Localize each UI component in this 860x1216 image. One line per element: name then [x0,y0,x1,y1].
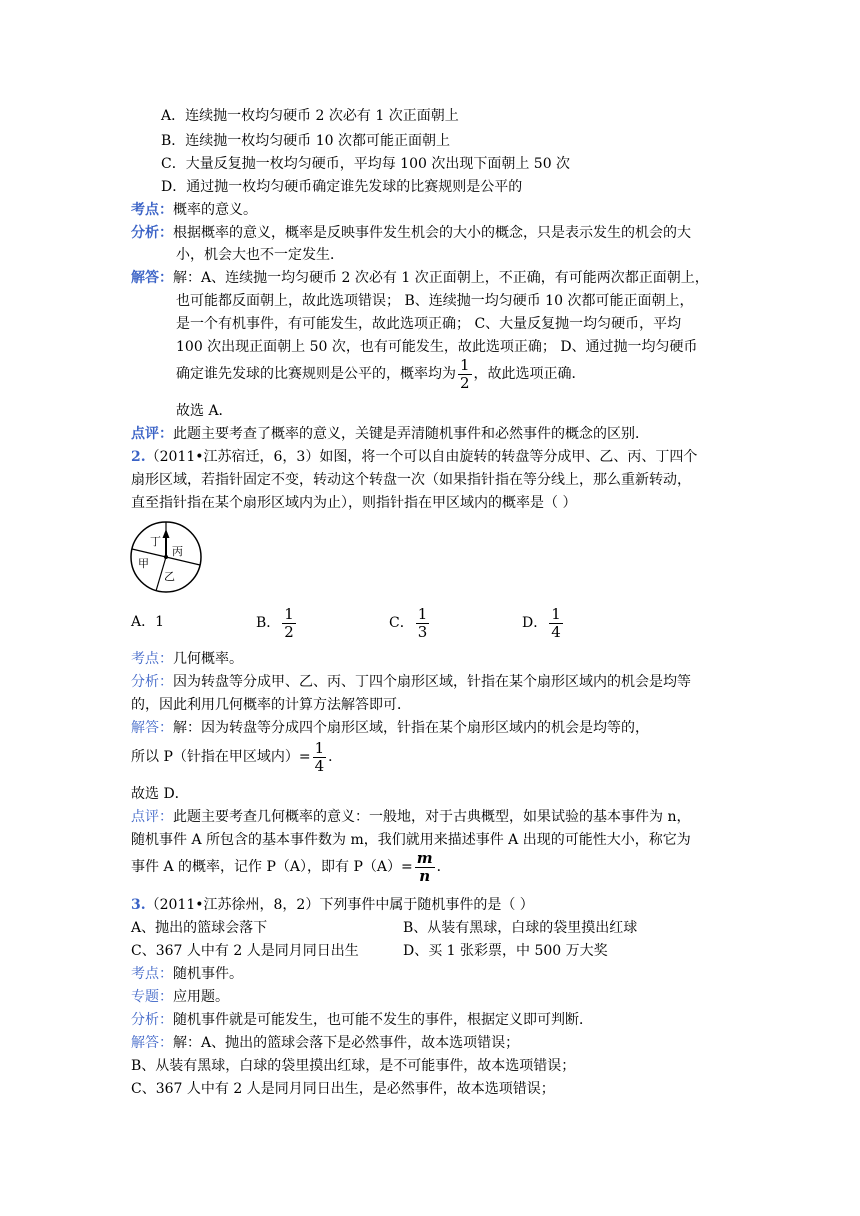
q3-option-a: A、抛出的篮球会落下 [131,920,268,936]
q2-fenxi-line2: 的，因此利用几何概率的计算方法解答即可． [131,697,411,713]
q3-option-b: B、从装有黑球，白球的袋里摸出红球 [403,920,638,936]
kaodian-label: 考点： [131,966,173,982]
q2-option-b [256,603,298,643]
q1-option-c: C．大量反复抛一枚均匀硬币，平均每 100 次出现下面朝上 50 次 [161,156,571,172]
q2-dianping-line3-text: 事件 A 的概率，记作 P（A），即有 P（A）= [131,859,413,875]
dianping-label: 点评： [131,426,173,442]
q2-option-b-label: B． [256,615,281,631]
q2-dianping-line3 [131,847,451,887]
q2-stem-line2: 扇形区域，若指针固定不变，转动这个转盘一次（如果指针指在等分线上，那么重新转动， [131,472,691,488]
q1-fenxi [131,224,691,242]
q2-jieda [131,719,649,737]
jieda-text: 解：A、抛出的篮球会落下是必然事件，故本选项错误； [173,1035,520,1051]
jieda-label: 解答： [131,270,173,286]
q1-dianping [131,425,649,443]
q3-stem-text: （2011•江苏徐州，8，2）下列事件中属于随机事件的是（ ） [145,897,534,913]
q2-jieda-line2-end: ． [328,749,343,765]
zhuanti-text: 应用题。 [173,989,229,1005]
kaodian-text: 概率的意义。 [173,202,257,218]
jieda-text: 解：A、连续抛一均匀硬币 2 次必有 1 次正面朝上，不正确，有可能两次都正面朝上， [173,270,709,286]
fenxi-text: 因为转盘等分成甲、乙、丙、丁四个扇形区域，针指在某个扇形区域内的机会是均等 [173,674,691,690]
q2-option-d [522,603,565,643]
q2-dianping [131,808,690,826]
zhuanti-label: 专题： [131,989,173,1005]
q2-number: 2. [131,449,146,465]
pointer-pivot [164,555,168,559]
label-ding: 丁 [150,535,161,548]
fenxi-label: 分析： [131,674,173,690]
dianping-label: 点评： [131,809,173,825]
fraction-one-half-option: $\frac{1}{2}$ [284,604,294,641]
q1-jieda-line2: 也可能都反面朝上，故此选项错误； B、连续抛一均匀硬币 10 次都可能正面朝上， [176,293,694,309]
q2-jieda-line2-text: 所以 P（针指在甲区域内）= [131,749,311,765]
q2-dianping-line3-end: ． [436,859,451,875]
q3-number: 3. [131,897,146,913]
q2-answer: 故选 D． [131,786,189,802]
q2-stem-line3: 直至指针指在某个扇形区域内为止），则指针指在甲区域内的概率是（ ） [131,495,577,511]
q3-option-c: C、367 人中有 2 人是同月同日出生 [131,943,359,959]
label-bing: 丙 [172,545,183,558]
q3-option-d: D、买 1 张彩票，中 500 万大奖 [403,943,608,959]
q3-stem [131,896,534,914]
fenxi-text: 随机事件就是可能发生，也可能不发生的事件，根据定义即可判断． [173,1012,593,1028]
q2-fenxi [131,673,691,691]
q3-fenxi [131,1011,593,1029]
q1-option-a: A．连续抛一枚均匀硬币 2 次必有 1 次正面朝上 [161,108,459,124]
fenxi-label: 分析： [131,225,173,241]
fenxi-text: 根据概率的意义，概率是反映事件发生机会的大小的概念，只是表示发生的机会的大 [173,225,691,241]
q2-jieda-line2 [131,737,342,777]
q1-jieda-line3: 是一个有机事件，有可能发生，故此选项正确； C、大量反复抛一均匀硬币，平均 [176,316,682,332]
spinner-figure [128,519,204,595]
jieda-text: 解：因为转盘等分成四个扇形区域，针指在某个扇形区域内的机会是均等的， [173,720,649,736]
fraction-one-quarter: $\frac{1}{4}$ [314,738,325,775]
q3-zhuanti [131,988,229,1006]
q3-jieda-line2: B、从装有黑球，白球的袋里摸出红球，是不可能事件，故本选项错误； [131,1058,576,1074]
jieda-label: 解答： [131,1035,173,1051]
q1-option-d: D．通过抛一枚均匀硬币确定谁先发球的比赛规则是公平的 [161,179,523,195]
kaodian-label: 考点： [131,651,173,667]
q1-jieda-line5 [176,354,586,394]
kaodian-label: 考点： [131,202,173,218]
dianping-text: 此题主要考查了概率的意义，关键是弄清随机事件和必然事件的概念的区别． [173,426,649,442]
q2-dianping-line2: 随机事件 A 所包含的基本事件数为 m，我们就用来描述事件 A 出现的可能性大小，称它为 [131,832,691,848]
kaodian-text: 几何概率。 [173,651,243,667]
q3-jieda-line3: C、367 人中有 2 人是同月同日出生，是必然事件，故本选项错误； [131,1081,555,1097]
q1-jieda-line4: 100 次出现正面朝上 50 次，也有可能发生，故此选项正确； D、通过抛一均匀硬币 [176,339,698,355]
fraction-one-quarter-option: $\frac{1}{4}$ [551,604,561,641]
q2-option-c-label: C． [389,615,414,631]
fraction-m-over-n: $\frac{m}{n}$ [416,848,433,885]
q1-kaodian [131,201,257,219]
q2-option-d-label: D． [522,615,548,631]
q2-option-a: A．1 [131,614,165,630]
label-jia: 甲 [138,557,149,570]
q1-jieda [131,269,709,287]
fenxi-label: 分析： [131,1012,173,1028]
q3-jieda [131,1034,519,1052]
dianping-text: 此题主要考查几何概率的意义：一般地，对于古典概型，如果试验的基本事件为 n， [173,809,691,825]
label-yi: 乙 [164,570,175,583]
jieda-label: 解答： [131,720,173,736]
fraction-one-third-option: $\frac{1}{3}$ [417,604,428,641]
q1-jieda-line5-text: 确定谁先发球的比赛规则是公平的，概率均为 [176,366,456,382]
q2-kaodian [131,650,243,668]
q1-fenxi-line2: 小，机会大也不一定发生． [176,247,344,263]
kaodian-text: 随机事件。 [173,966,243,982]
q2-option-c [389,603,431,643]
q1-jieda-line5-end: ，故此选项正确． [473,366,586,382]
q2-stem-text1: （2011•江苏宿迁，6，3）如图，将一个可以自由旋转的转盘等分成甲、乙、丙、丁四个 [145,449,698,465]
q3-kaodian [131,965,243,983]
fraction-one-half: $\frac{1}{2}$ [460,355,470,392]
q1-answer: 故选 A． [176,403,233,419]
q1-option-b: B．连续抛一枚均匀硬币 10 次都可能正面朝上 [161,133,451,149]
q2-stem-line1 [131,448,697,466]
